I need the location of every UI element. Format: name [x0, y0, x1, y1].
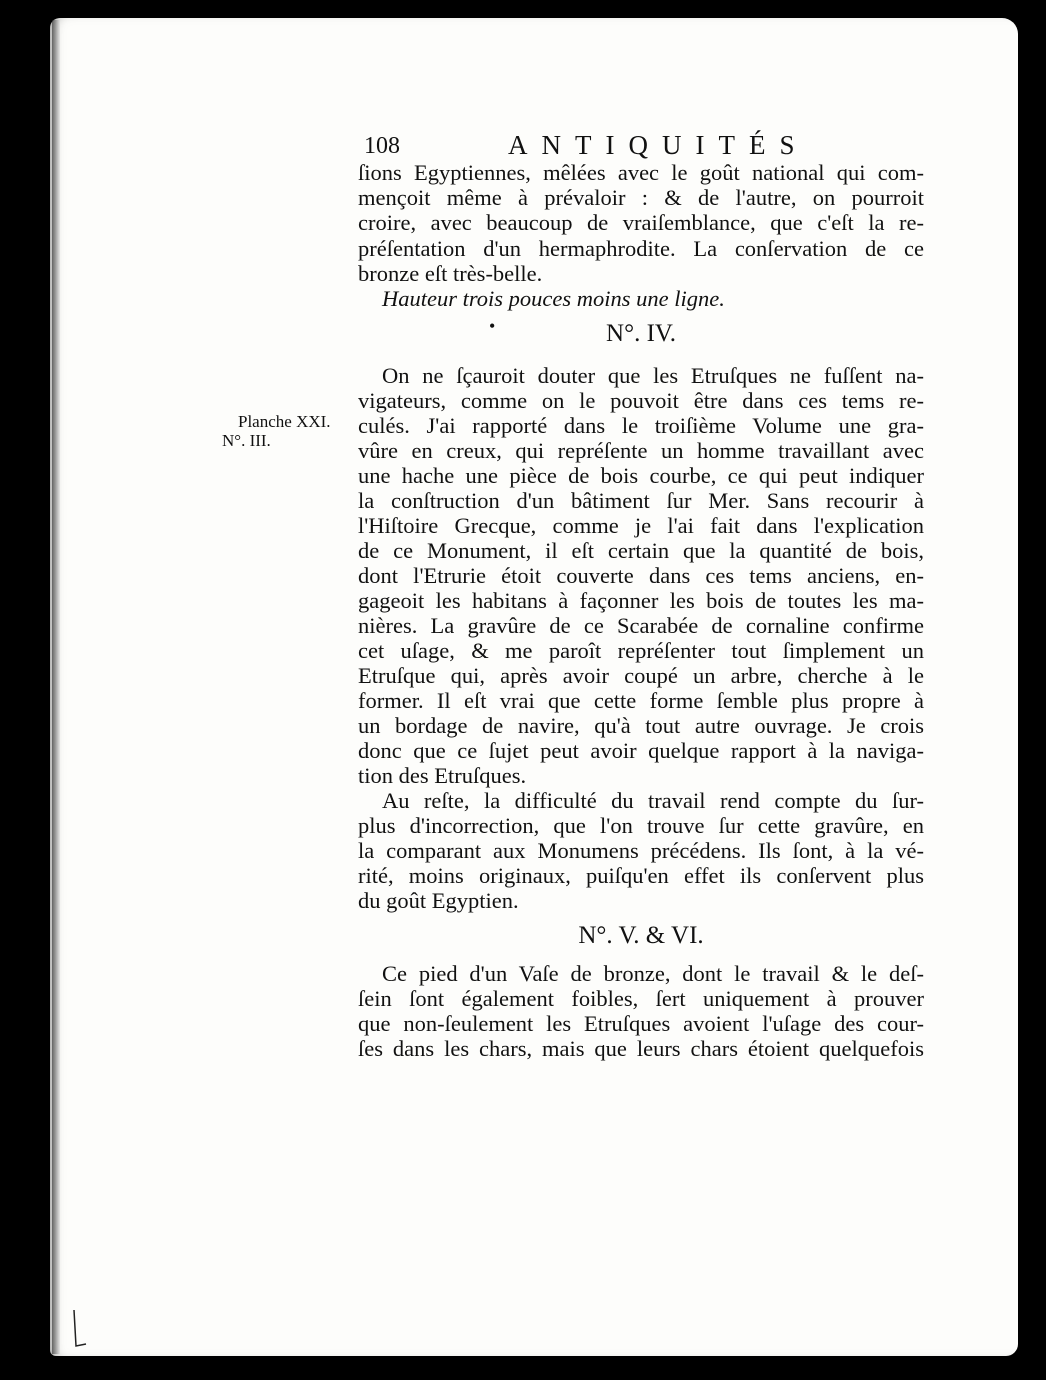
text-line: une hache une pièce de bois courbe, ce qui peut indiquer [358, 463, 924, 488]
text-line: ſes dans les chars, mais que leurs chars étoient quelquefois [358, 1036, 924, 1061]
text-line: culés. J'ai rapporté dans le troiſième Volume une gra- [358, 413, 924, 438]
text-line: du goût Egyptien. [358, 888, 519, 913]
text-line: former. Il eſt vrai que cette forme ſemble plus propre à [358, 688, 924, 713]
page-spine-shadow [52, 20, 60, 1354]
text-line: Au reſte, la difficulté du travail rend compte du ſur- [382, 788, 924, 813]
margin-note-plate: Planche XXI. [238, 412, 331, 431]
text-line: la conſtruction d'un bâtiment ſur Mer. Sans recourir à [358, 488, 924, 513]
stray-print-mark: • [489, 316, 496, 336]
text-line: ſein ſont également foibles, ſert uniquement à prouver [358, 986, 924, 1011]
dimension-note: Hauteur trois pouces moins une ligne. [382, 286, 725, 311]
text-line: Etruſque qui, après avoir coupé un arbre, cherche à le [358, 663, 924, 688]
section-heading-iv: N°. IV. [606, 320, 676, 347]
text-line: dont l'Etrurie étoit couverte dans ces tems anciens, en- [358, 563, 924, 588]
text-line: plus d'incorrection, que l'on trouve ſur cette gravûre, en [358, 813, 924, 838]
text-line: Ce pied d'un Vaſe de bronze, dont le travail & le deſ- [382, 961, 924, 986]
text-line: la comparant aux Monumens précédens. Ils ſont, à la vé- [358, 838, 924, 863]
text-line: vûre en creux, qui repréſente un homme travaillant avec [358, 438, 924, 463]
text-line: On ne ſçauroit douter que les Etruſques ne fuſſent na- [382, 363, 924, 388]
running-title: ANTIQUITÉS [508, 130, 809, 160]
text-line: un bordage de navire, qu'à tout autre ouvrage. Je crois [358, 713, 924, 738]
margin-note-number: N°. III. [222, 431, 271, 450]
text-line: que non-ſeulement les Etruſques avoient l'uſage des cour- [358, 1011, 924, 1036]
text-line: préſentation d'un hermaphrodite. La conſervation de ce [358, 236, 924, 261]
text-line: de ce Monument, il eſt certain que la quantité de bois, [358, 538, 924, 563]
text-line: mençoit même à prévaloir : & de l'autre, on pourroit [358, 185, 924, 210]
text-line: donc que ce ſujet peut avoir quelque rapport à la naviga- [358, 738, 924, 763]
text-line: bronze eſt très-belle. [358, 261, 543, 286]
page-number: 108 [364, 133, 400, 159]
text-line: nières. La gravûre de ce Scarabée de cornaline confirme [358, 613, 924, 638]
text-line: croire, avec beaucoup de vraiſemblance, que c'eſt la re- [358, 210, 924, 235]
text-line: l'Hiſtoire Grecque, comme je l'ai fait dans l'explication [358, 513, 924, 538]
text-line: tion des Etruſques. [358, 763, 527, 788]
text-line: gageoit les habitans à façonner les bois de toutes les ma- [358, 588, 924, 613]
text-line: rité, moins originaux, puiſqu'en effet ils conſervent plus [358, 863, 924, 888]
section-heading-v-vi: N°. V. & VI. [578, 922, 704, 949]
page-corner-blemish [70, 1308, 92, 1348]
text-line: cet uſage, & me paroît repréſenter tout ſimplement un [358, 638, 924, 663]
text-line: vigateurs, comme on le pouvoit être dans ces tems re- [358, 388, 924, 413]
text-line: ſions Egyptiennes, mêlées avec le goût national qui com- [358, 160, 924, 185]
